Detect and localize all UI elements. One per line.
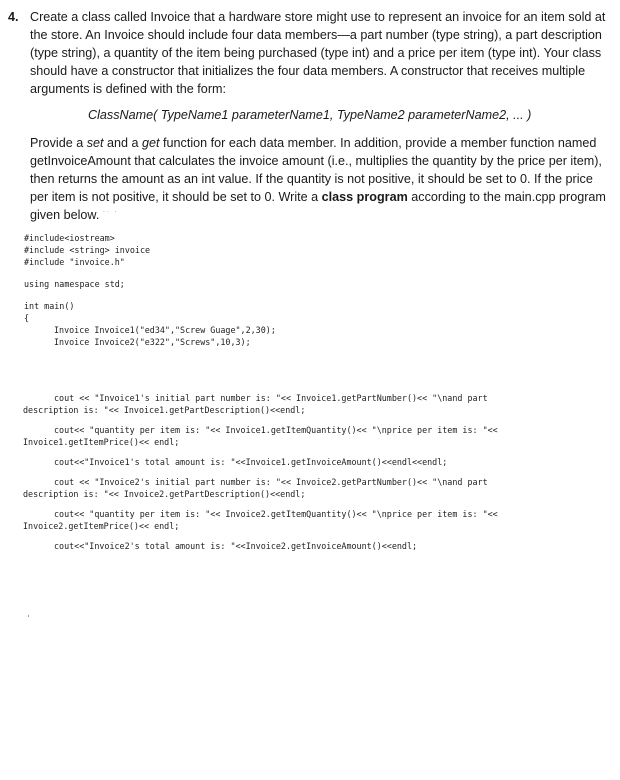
para2-text-1: Provide a [30, 136, 87, 150]
code-invoice1-declaration: Invoice Invoice1("ed34","Screw Guage",2,30); [54, 325, 276, 335]
get-word: get [142, 136, 160, 150]
code-invoice2-declaration: Invoice Invoice2("e322","Screws",10,3); [54, 337, 251, 347]
code-using-namespace: using namespace std; [24, 279, 125, 289]
code-include-iostream: #include<iostream> [24, 233, 115, 243]
faint-marks: ˙˙ ˙ [102, 210, 119, 220]
code-include-string: #include <string> invoice [24, 245, 151, 255]
code-main-signature: int main() [24, 301, 75, 311]
code-cout-invoice1-total: cout<<"Invoice1's total amount is: "<<Invoice1.getInvoiceAmount()<<endl<<endl; [54, 457, 448, 467]
question-body [30, 8, 608, 224]
code-cout-invoice2-part: cout << "Invoice2's initial part number is: "<< Invoice2.getPartNumber()<< "\nand part [54, 477, 488, 487]
code-cout-invoice1-part: cout << "Invoice1's initial part number is: "<< Invoice1.getPartNumber()<< "\nand part [54, 393, 488, 403]
code-cout-invoice2-quantity-cont: Invoice2.getItemPrice()<< endl; [23, 521, 180, 531]
class-program-phrase: class program [321, 190, 408, 204]
code-cout-invoice1-quantity: cout<< "quantity per item is: "<< Invoice1.getItemQuantity()<< "\nprice per item is: "<< [54, 425, 498, 435]
para2-text-3: function for each data member. In addition, provide a member function named getInvoiceAmount that calculates the invoice amount (i.e., multiplies the quantity by the price per item), then returns the amount as an int value. If the quantity is not positive, it should be set to 0. If the price per item is not positive, it should be set to 0. Write a [30, 136, 602, 204]
para2-text-4: according to the main.cpp program given below. [30, 190, 606, 222]
code-listing [24, 232, 614, 552]
problem-paragraph-1: Create a class called Invoice that a hardware store might use to represent an invoice for an item sold at the store. An Invoice should include four data members—a part number (type string), a part description (type string), a quantity of the item being purchased (type int) and a price per item (type int). Your class should have a constructor that initializes the four data members. A constructor that receives multiple arguments is defined with the form: [30, 10, 606, 96]
code-include-invoice: #include "invoice.h" [24, 257, 125, 267]
code-cout-invoice1-quantity-cont: Invoice1.getItemPrice()<< endl; [23, 437, 180, 447]
code-cout-invoice1-part-cont: description is: "<< Invoice1.getPartDescription()<<endl; [23, 405, 306, 415]
constructor-form-line: ClassName( TypeName1 parameterName1, TypeName2 parameterName2, ... ) [88, 108, 532, 122]
code-cout-invoice2-total: cout<<"Invoice2's total amount is: "<<Invoice2.getInvoiceAmount()<<endl; [54, 541, 418, 551]
set-word: set [86, 136, 104, 150]
code-cout-invoice2-quantity: cout<< "quantity per item is: "<< Invoice2.getItemQuantity()<< "\nprice per item is: "<< [54, 509, 498, 519]
question-number: 4. [8, 10, 19, 24]
code-end-mark: ˌ [26, 609, 31, 618]
problem-paragraph-2 [30, 134, 608, 224]
para2-text-2: and a [103, 136, 143, 150]
code-cout-invoice2-part-cont: description is: "<< Invoice2.getPartDescription()<<endl; [23, 489, 306, 499]
problem-statement [8, 8, 608, 224]
code-open-brace: { [24, 313, 30, 323]
